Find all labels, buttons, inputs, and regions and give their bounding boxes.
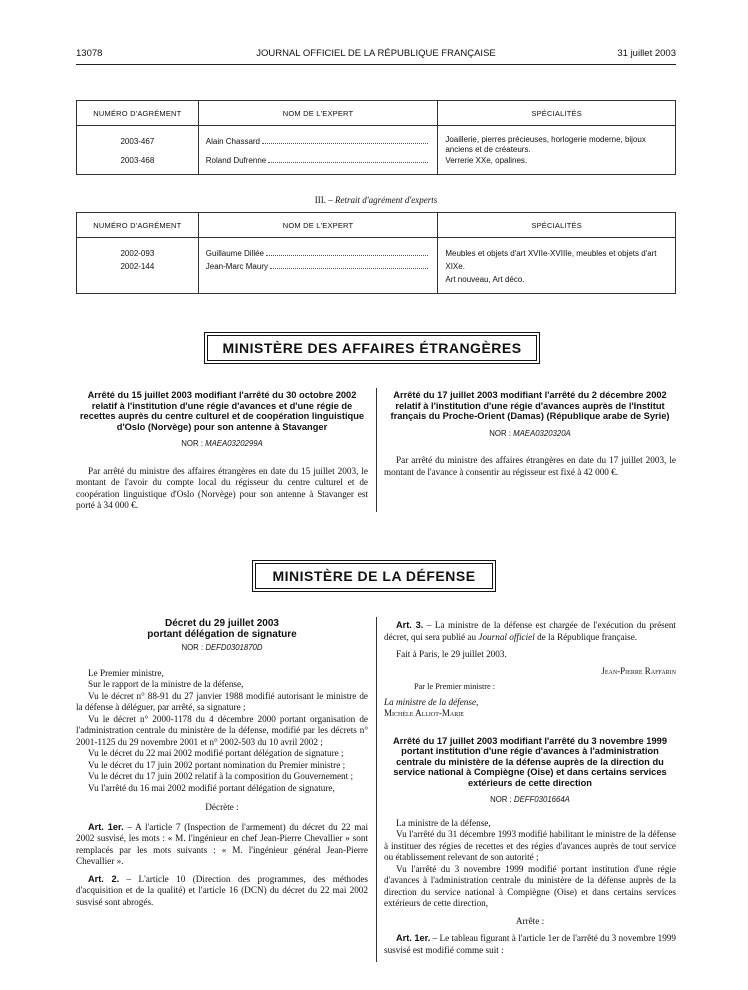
- nor-code: MAEA0320299A: [205, 439, 263, 448]
- article-text: de la République française.: [534, 631, 638, 642]
- journal-title: JOURNAL OFFICIEL DE LA RÉPUBLIQUE FRANÇAISE: [256, 48, 496, 59]
- article-3: [384, 620, 676, 643]
- nor-line: [384, 794, 676, 806]
- table-header-row: [77, 213, 676, 238]
- arrete-body: Par arrêté du ministre des affaires étrangères en date du 17 juillet 2003, le montant de l'avance à consentir au régisseur est fixé à 42 000 €.: [384, 455, 676, 477]
- nor-label: NOR :: [181, 439, 203, 448]
- minister-label: La ministre de la défense,: [384, 696, 479, 707]
- nor-code: MAEA0320320A: [513, 428, 571, 438]
- expert-name: Jean-Marc Maury: [205, 262, 268, 271]
- article-text: – La ministre de la défense est chargée de l'exécution du présent décret, qui sera publié au: [384, 620, 676, 642]
- nor-line: [76, 438, 368, 450]
- ministry-heading: MINISTÈRE DES AFFAIRES ÉTRANGÈRES: [207, 335, 537, 361]
- table-row: [77, 126, 676, 175]
- paragraph: Sur le rapport de la ministre de la défense,: [88, 679, 244, 689]
- signer-role: Par le Premier ministre :: [414, 682, 496, 691]
- agrement-number: 2002-093: [120, 249, 155, 258]
- specialty: Art nouveau, Art déco.: [445, 275, 525, 284]
- retrait-table: [76, 212, 676, 294]
- article-label: Art. 3.: [396, 620, 424, 630]
- agrement-number: 2002-144: [120, 262, 155, 271]
- arrete-body: Par arrêté du ministre des affaires étrangères en date du 15 juillet 2003, le montant de l'avoir du compte local du régisseur du centre culturel et de coopération linguistique d'Oslo (Norvège) pour son antenne à Stavanger est porté à 34 000 €.: [76, 465, 368, 510]
- dot-leader: [262, 143, 428, 144]
- col-header-num: NUMÉRO D'AGRÉMENT: [77, 101, 199, 126]
- article-1: [76, 822, 368, 868]
- minister-name: Michèle Alliot-Marie: [384, 708, 464, 718]
- article-1: [384, 933, 676, 956]
- header-rule: [76, 64, 676, 65]
- arrete-damas: [384, 390, 676, 478]
- table-row: [77, 238, 676, 294]
- ministry-heading: MINISTÈRE DE LA DÉFENSE: [255, 563, 493, 589]
- paragraph: Vu le décret du 17 juin 2002 portant nomination du Premier ministre ;: [88, 759, 346, 770]
- nor-label: NOR :: [181, 643, 204, 652]
- decret-subtitle: portant délégation de signature: [147, 628, 297, 640]
- dot-leader: [266, 255, 428, 256]
- paragraph: Vu l'arrêté du 31 décembre 1993 modifié habilitant le ministre de la défense à instituer des régies de recettes et des régies d'avances auprès de tout service ou établissement relevant de son autorité ;: [384, 829, 676, 862]
- article-2: [76, 874, 368, 909]
- nor-line: [76, 642, 368, 654]
- paragraph: La ministre de la défense,: [396, 817, 491, 828]
- decret-title: Décret du 29 juillet 2003: [165, 618, 279, 629]
- column-divider: [376, 388, 377, 512]
- arrete-label: Arrête :: [515, 915, 545, 926]
- col-header-expert: NOM DE L'EXPERT: [198, 213, 438, 238]
- article-text: – A l'article 7 (Inspection de l'armement) du décret du 22 mai 2002 susvisé, les mots : « M. l'ingénieur en chef Jean-Pierre Chevallier » sont remplacés par les mots suivants : « M. l'ingénieur général Jean-Pierre Chevallier ».: [76, 821, 368, 866]
- nor-code: DEFF0301664A: [513, 795, 570, 804]
- specialty: Joaillerie, pierres précieuses, horlogerie moderne, bijoux anciens et de créateurs.: [445, 135, 646, 154]
- fait-line: Fait à Paris, le 29 juillet 2003.: [396, 649, 507, 659]
- col-header-spec: SPÉCIALITÉS: [438, 101, 676, 126]
- arrete-title: Arrêté du 17 juillet 2003 modifiant l'arrêté du 2 décembre 2002 relatif à l'institution d'une régie d'avances auprès de l'Institut français du Proche-Orient (Damas) (République arabe de Syrie): [390, 390, 670, 421]
- expert-name: Guillaume Dillée: [205, 249, 264, 258]
- dot-leader: [270, 268, 428, 269]
- section-number: III. –: [314, 195, 333, 205]
- nor-label: NOR :: [490, 795, 512, 804]
- agrement-number: 2003-467: [120, 137, 155, 146]
- signer-name: Jean-Pierre Raffarin: [601, 665, 676, 676]
- page-header: [76, 48, 676, 64]
- table-header-row: [77, 101, 676, 126]
- article-text: – Le tableau figurant à l'article 1er de l'arrêté du 3 novembre 1999 susvisé est modifié comme suit :: [384, 933, 676, 955]
- article-label: Art. 1er.: [88, 821, 124, 832]
- nor-code: DEFD0301870D: [205, 643, 263, 652]
- article-label: Art. 1er.: [396, 933, 431, 943]
- paragraph: Le Premier ministre,: [88, 667, 164, 678]
- journal-reference: Journal officiel: [478, 631, 535, 642]
- decret-delegation: [76, 619, 368, 908]
- nor-label: NOR :: [489, 428, 511, 438]
- arrete-title: Arrêté du 15 juillet 2003 modifiant l'arrêté du 30 octobre 2002 relatif à l'institution d'une régie d'avances et d'une régie de recettes auprès du centre culturel et de coopération linguistique d'Oslo (Norvège) pour son antenne à Stavanger: [79, 390, 365, 432]
- article-text: – L'article 10 (Direction des programmes, des méthodes d'acquisition et de la qualité) et l'article 16 (DCN) du décret du 22 mai 2002 susvisé sont abrogés.: [76, 873, 368, 907]
- specialty: Meubles et objets d'art XVIIe-XVIIIe, meubles et objets d'art XIXe.: [445, 249, 657, 271]
- paragraph: Vu le décret du 22 mai 2002 modifié portant délégation de signature ;: [88, 748, 344, 758]
- arrete-oslo: [76, 390, 368, 512]
- decret-continuation: [384, 620, 676, 956]
- column-divider: [376, 617, 377, 962]
- section-title: Retrait d'agrément d'experts: [334, 195, 438, 205]
- paragraph: Vu l'arrêté du 16 mai 2002 modifié portant délégation de signature,: [88, 782, 335, 793]
- paragraph: Vu le décret n° 2000-1178 du 4 décembre 2000 portant organisation de l'administration centrale du ministère de la défense, modifié par les décrets n° 2001-1125 du 29 novembre 2001 et n° 2002-503 du 10 avril 2002 ;: [76, 713, 368, 747]
- section-subtitle: [76, 195, 676, 205]
- arrete-title: Arrêté du 17 juillet 2003 modifiant l'arrêté du 3 novembre 1999 portant institution d'une régie d'avances à l'administration centrale du ministère de la défense auprès de la direction du service national à Compiègne (Oise) et dans certains services extérieurs de cette direction: [393, 735, 667, 788]
- paragraph: Vu le décret n° 88-91 du 27 janvier 1988 modifié autorisant le ministre de la défense à déléguer, par arrêté, sa signature ;: [76, 690, 368, 712]
- expert-name: Alain Chassard: [205, 137, 260, 146]
- page-number: 13078: [76, 48, 103, 59]
- col-header-spec: SPÉCIALITÉS: [438, 213, 676, 238]
- agrement-number: 2003-468: [120, 156, 155, 165]
- expert-name: Roland Dufrenne: [205, 156, 267, 165]
- nor-line: [384, 428, 676, 440]
- issue-date: 31 juillet 2003: [617, 48, 676, 59]
- dot-leader: [268, 162, 428, 163]
- col-header-num: NUMÉRO D'AGRÉMENT: [77, 213, 199, 238]
- paragraph: Vu le décret du 17 juin 2002 relatif à la composition du Gouvernement ;: [88, 771, 354, 781]
- decrete-label: Décrète :: [205, 802, 239, 812]
- paragraph: Vu l'arrêté du 3 novembre 1999 modifié portant institution d'une régie d'avances à l'administration centrale du ministère de la défense auprès de la direction du service national à Compiègne (Oise) et dans certains services extérieurs de cette direction,: [384, 863, 676, 908]
- article-label: Art. 2.: [88, 873, 120, 884]
- agrement-table: [76, 100, 676, 175]
- col-header-expert: NOM DE L'EXPERT: [198, 101, 438, 126]
- specialty: Verrerie XXe, opalines.: [445, 156, 528, 165]
